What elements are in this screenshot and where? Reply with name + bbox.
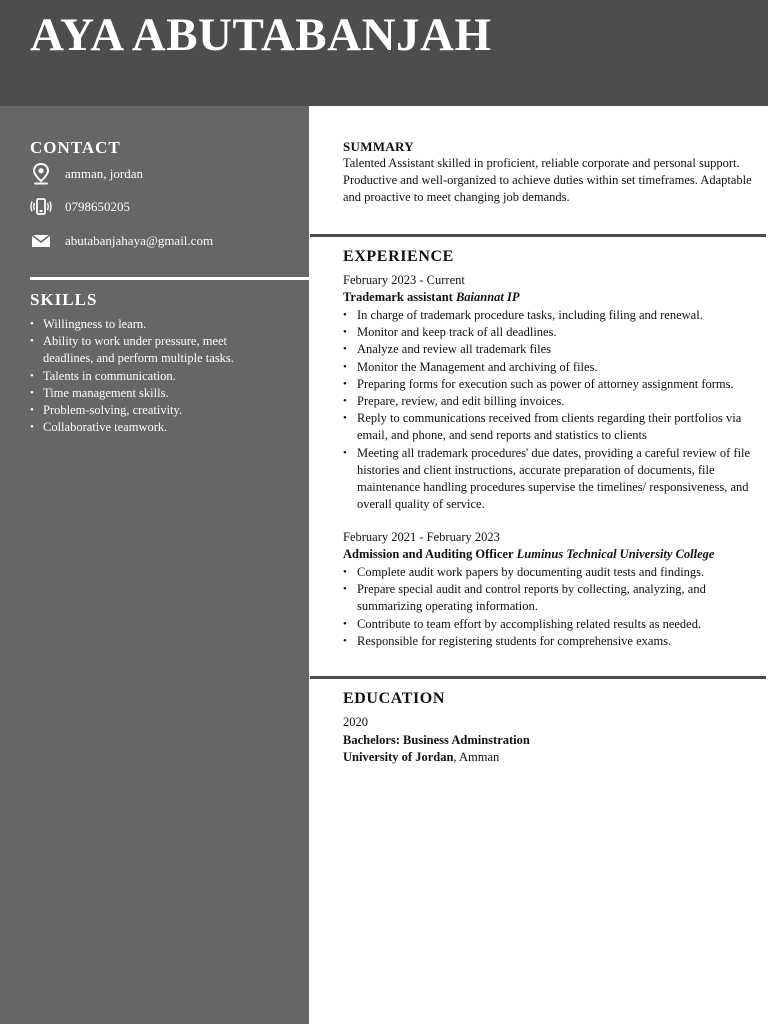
phone-icon (30, 196, 52, 218)
location-text: amman, jordan (65, 166, 143, 181)
education-degree: Bachelors: Business Adminstration (343, 733, 530, 747)
duty-item: • Analyze and review all trademark files (343, 341, 768, 358)
duty-item: • Meeting all trademark procedures' due dates, providing a careful review of file histories and client instructions, accurate preparation of documents, file maintenance handling procedures supervise the timelines/ responsiveness, and overall quality of service. (343, 445, 768, 514)
job-2-dates: February 2021 - February 2023 (343, 530, 500, 544)
sidebar (0, 106, 309, 1024)
skill-item: • Talents in communication. (30, 368, 280, 385)
duty-item: • Monitor the Management and archiving of files. (343, 359, 768, 376)
skill-item: • Time management skills. (30, 385, 280, 402)
job-1-dates: February 2023 - Current (343, 273, 465, 287)
duty-item: • Complete audit work papers by documenting audit tests and findings. (343, 564, 768, 581)
header-banner (0, 0, 768, 106)
job-2-company: Luminus Technical University College (516, 547, 715, 561)
education-city: , Amman (453, 750, 500, 764)
education-title: EDUCATION (343, 690, 446, 707)
duty-item: • Preparing forms for execution such as power of attorney assignment forms. (343, 376, 768, 393)
education-divider (310, 676, 766, 679)
email-icon (30, 230, 52, 252)
job-2-role: Admission and Auditing Officer (343, 547, 514, 561)
job-2-duties (343, 564, 768, 650)
skill-item: • Ability to work under pressure, meet deadlines, and perform multiple tasks. (30, 333, 280, 367)
contact-location (30, 163, 143, 185)
duty-item: • Responsible for registering students for comprehensive exams. (343, 633, 768, 650)
duty-item: • Monitor and keep track of all deadlines. (343, 324, 768, 341)
skill-item: • Problem-solving, creativity. (30, 402, 280, 419)
duty-item: • Prepare special audit and control reports by collecting, analyzing, and summarizing operating information. (343, 581, 768, 615)
job-1-heading (343, 289, 520, 306)
duty-item: • In charge of trademark procedure tasks, including filing and renewal. (343, 307, 768, 324)
job-2-heading (343, 546, 714, 563)
skills-list (30, 316, 280, 436)
email-text: abutabanjahaya@gmail.com (65, 233, 214, 248)
experience-title: EXPERIENCE (343, 248, 454, 265)
job-1-duties (343, 307, 768, 513)
summary-text: Talented Assistant skilled in proficient, reliable corporate and personal support. Productive and well-organized to achieve duties within set timeframes. Adaptable and proactive to meet changing job demands. (343, 156, 752, 205)
contact-phone (30, 196, 130, 218)
experience-divider (310, 234, 766, 237)
skills-title: SKILLS (30, 290, 98, 309)
education-year: 2020 (343, 715, 368, 729)
education-school: University of Jordan (343, 750, 454, 764)
summary-title: SUMMARY (343, 139, 414, 154)
skill-item: • Willingness to learn. (30, 316, 280, 333)
sidebar-divider (30, 277, 309, 280)
education-school-line (343, 749, 499, 766)
location-pin-icon (30, 163, 52, 185)
skill-item: • Collaborative teamwork. (30, 419, 280, 436)
job-1-company: Baiannat IP (455, 290, 520, 304)
duty-item: • Contribute to team effort by accomplishing related results as needed. (343, 616, 768, 633)
duty-item: • Prepare, review, and edit billing invoices. (343, 393, 768, 410)
contact-email (30, 230, 213, 252)
contact-title: CONTACT (30, 138, 121, 157)
phone-text: 0798650205 (65, 199, 130, 214)
candidate-name: AYA ABUTABANJAH (30, 9, 492, 61)
duty-item: • Reply to communications received from clients regarding their portfolios via email, and phone, and send reports and statistics to clients (343, 410, 768, 444)
job-1-role: Trademark assistant (343, 290, 453, 304)
